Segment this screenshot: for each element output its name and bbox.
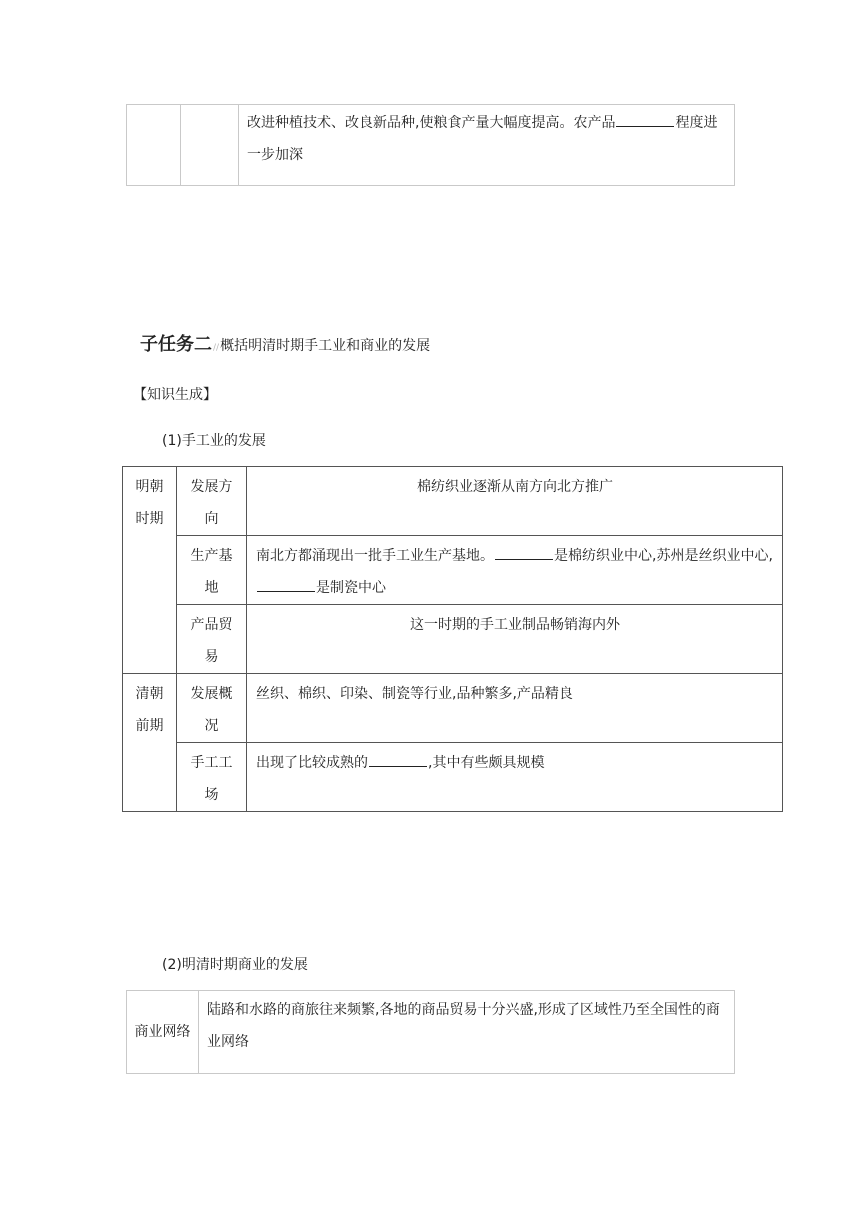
period-label: 清朝前期	[135, 686, 164, 734]
item-cell	[177, 605, 247, 674]
content-cell: 丝织、棉织、印染、制瓷等行业,品种繁多,产品精良	[247, 674, 783, 743]
cell-text: 改进种植技术、改良新品种,使粮食产量大幅度提高。农产品	[247, 115, 616, 131]
content-cell: 棉纺织业逐渐从南方向北方推广	[247, 467, 783, 536]
section-heading	[140, 330, 430, 356]
empty-cell	[181, 105, 239, 186]
content-cell	[247, 536, 783, 605]
content-cell: 这一时期的手工业制品畅销海内外	[247, 605, 783, 674]
item-cell	[177, 743, 247, 812]
cell-text: 南北方都涌现出一批手工业生产基地。	[256, 548, 494, 564]
top-table-fragment	[126, 104, 735, 186]
table-row	[123, 536, 783, 605]
subsection-title: (1)手工业的发展	[162, 433, 266, 449]
table-row	[127, 991, 735, 1074]
commerce-table	[126, 990, 735, 1074]
period-cell	[123, 467, 177, 674]
period-cell	[123, 674, 177, 812]
knowledge-heading: 【知识生成】	[133, 387, 217, 403]
cell-text: 出现了比较成熟的	[256, 755, 368, 771]
fill-blank[interactable]	[616, 112, 674, 127]
row-header-cell: 商业网络	[127, 991, 199, 1074]
handicraft-table	[122, 466, 783, 812]
item-cell	[177, 467, 247, 536]
item-label: 发展概况	[190, 686, 233, 734]
content-cell: 陆路和水路的商旅往来频繁,各地的商品贸易十分兴盛,形成了区域性乃至全国性的商业网络	[199, 991, 735, 1074]
period-label: 明朝时期	[135, 479, 164, 527]
fill-blank[interactable]	[369, 752, 427, 767]
item-cell	[177, 536, 247, 605]
content-cell	[247, 743, 783, 812]
item-label: 手工工场	[190, 755, 233, 803]
fill-blank[interactable]	[495, 545, 553, 560]
item-label: 发展方向	[190, 479, 233, 527]
table-row	[123, 743, 783, 812]
cell-text: ,其中有些颇具规模	[428, 755, 545, 771]
heading-label: 子任务二	[140, 334, 212, 355]
table-row	[127, 105, 735, 186]
cell-text: 是制瓷中心	[316, 580, 386, 596]
item-label: 产品贸易	[190, 617, 233, 665]
subsection-title: (2)明清时期商业的发展	[162, 957, 308, 973]
table-row	[123, 467, 783, 536]
item-label: 生产基地	[190, 548, 233, 596]
empty-cell	[127, 105, 181, 186]
table-row	[123, 605, 783, 674]
item-cell	[177, 674, 247, 743]
table-cell	[239, 105, 735, 186]
table-row	[123, 674, 783, 743]
cell-text: 是棉纺织业中心,苏州是丝织业中心,	[554, 548, 773, 564]
heading-text: 概括明清时期手工业和商业的发展	[220, 338, 431, 354]
slash-separator-icon: //	[213, 343, 220, 353]
fill-blank[interactable]	[257, 577, 315, 592]
cell-text: 程度进一步加深	[247, 115, 718, 163]
